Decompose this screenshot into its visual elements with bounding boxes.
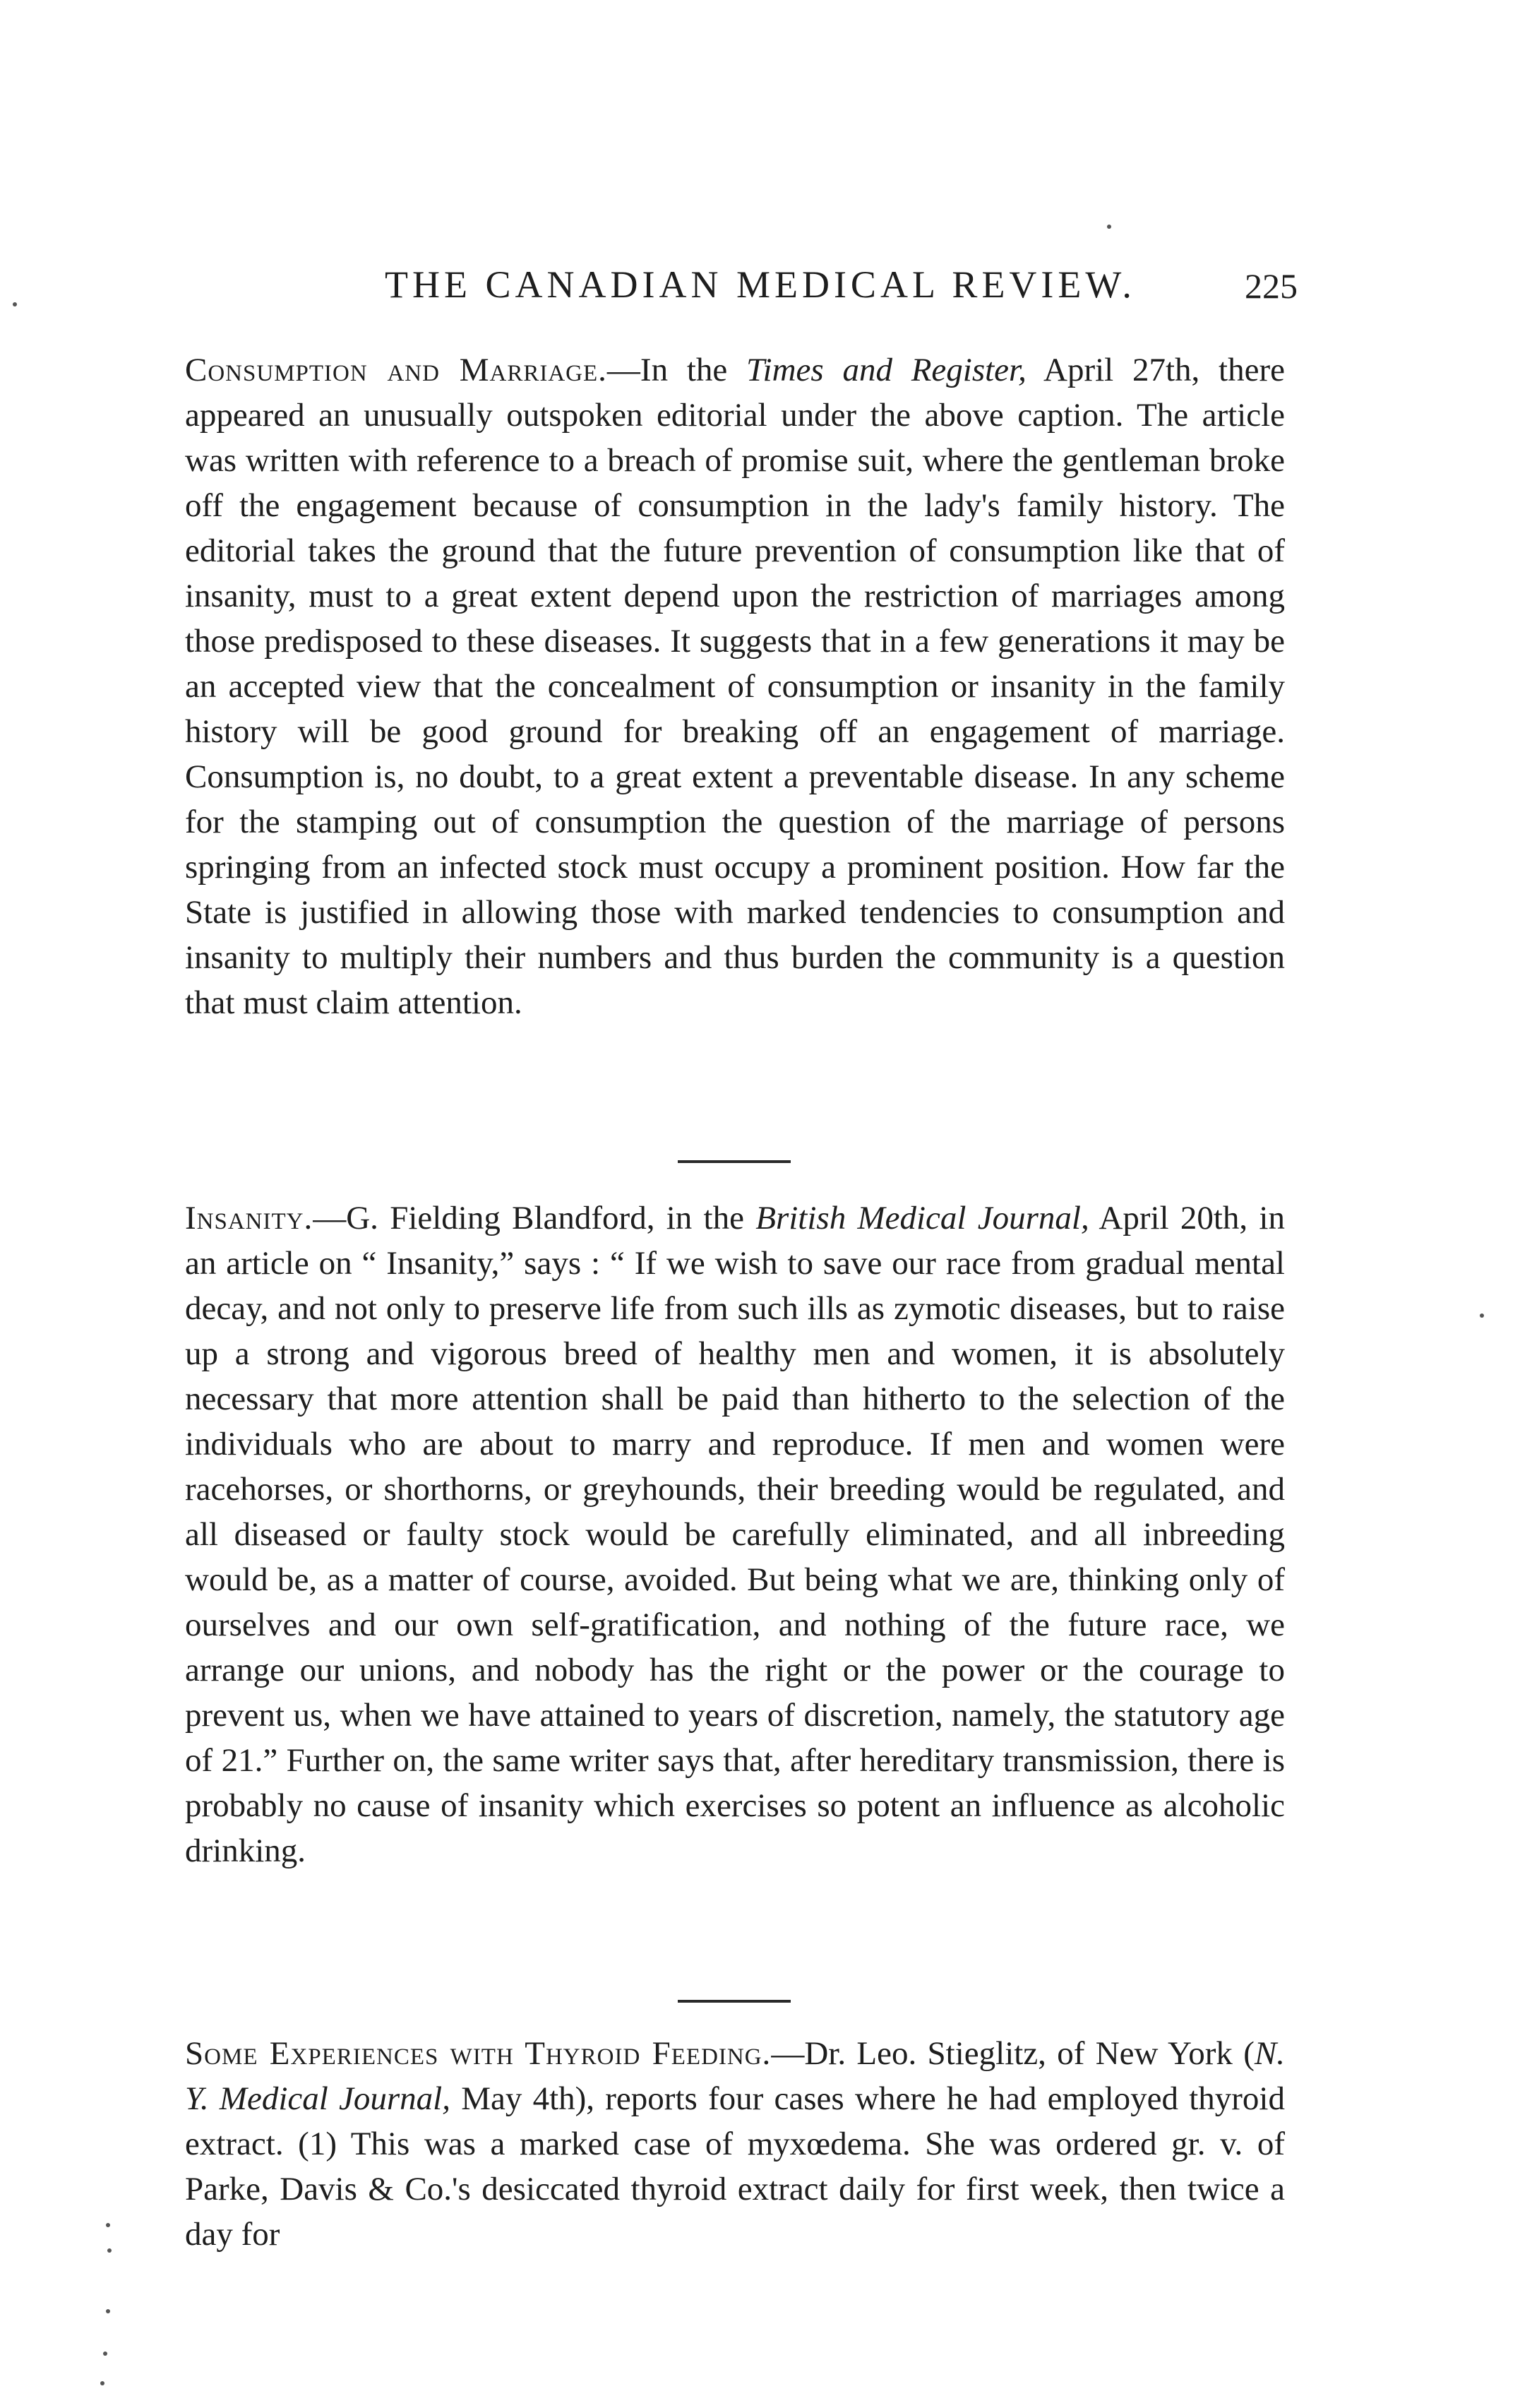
article-paragraph	[185, 347, 1285, 1025]
scan-speck	[103, 2352, 107, 2356]
scan-speck	[106, 2309, 110, 2313]
article-text: —Dr. Leo. Stieglitz, of New York (	[771, 2035, 1255, 2072]
article-text: April 20th, in an article on “ Insanity,” says : “ If we wish to save our race from gradual mental decay, and not only to preserve life from such ills as zymotic diseases, but to raise up a strong and vigorous breed of healthy men and women, it is absolutely necessary that more attention shall be paid than hitherto to the selection of the individuals who are about to marry and reproduce. If men and women were racehorses, or shorthorns, or greyhounds, their breeding would be regulated, and all diseased or faulty stock would be carefully eliminated, and all inbreeding would be, as a matter of course, avoided. But being what we are, thinking only of ourselves and our own self-gratification, and nothing of the future race, we arrange our unions, and nobody has the right or the power or the courage to prevent us, when we have attained to years of discretion, namely, the statutory age of 21.” Further on, the same writer says that, after hereditary transmission, there is probably no cause of insanity which exercises so potent an influence as alcoholic drinking.	[185, 1200, 1285, 1869]
article-paragraph	[185, 1196, 1285, 1873]
journal-title: Times and Register,	[746, 352, 1027, 388]
article-text: May 4th), reports four cases where he had employed thyroid extract. (1) This was a marked case of myxœdema. She was ordered gr. v. of Parke, Davis & Co.'s desiccated thyroid extract daily for first week, then twice a day for	[185, 2080, 1285, 2253]
journal-title: British Medical Journal,	[755, 1200, 1089, 1236]
article-heading: Some Experiences with Thyroid Feeding.	[185, 2035, 772, 2072]
article-text: —In the	[606, 352, 746, 388]
scan-speck	[1107, 225, 1111, 229]
journal-title: N. Y. Medical Journal,	[185, 2035, 1285, 2117]
scan-speck	[13, 302, 17, 306]
article-insanity	[185, 1196, 1285, 1873]
scan-speck	[1480, 1313, 1484, 1318]
article-consumption-and-marriage	[185, 347, 1285, 1025]
scan-speck	[106, 2223, 110, 2227]
section-divider	[678, 1160, 791, 1163]
article-paragraph	[185, 2031, 1285, 2257]
scan-speck	[100, 2381, 104, 2385]
article-heading: Insanity.	[185, 1200, 313, 1236]
article-text: April 27th, there appeared an unusually outspoken editorial under the above caption. The article was written with reference to a breach of promise suit, where the gentleman broke off the engagement because of consumption in the lady's family history. The editorial takes the ground that the future prevention of consumption like that of insanity, must to a great extent depend upon the restriction of marriages among those predisposed to these diseases. It suggests that in a few generations it may be an accepted view that the concealment of consumption or insanity in the family history will be good ground for breaking off an engagement of marriage. Consumption is, no doubt, to a great extent a preventable disease. In any scheme for the stamping out of consumption the question of the marriage of persons springing from an infected stock must occupy a prominent position. How far the State is justified in allowing those with marked tendencies to consumption and insanity to multiply their numbers and thus burden the community is a question that must claim attention.	[185, 352, 1285, 1021]
article-heading: Consumption and Marriage.	[185, 352, 607, 388]
running-title: THE CANADIAN MEDICAL REVIEW.	[385, 263, 1136, 306]
page-number: 225	[1245, 266, 1298, 306]
article-text: —G. Fielding Blandford, in the	[313, 1200, 756, 1236]
article-thyroid-feeding	[185, 2031, 1285, 2257]
scan-speck	[107, 2248, 112, 2253]
section-divider	[678, 2000, 791, 2003]
